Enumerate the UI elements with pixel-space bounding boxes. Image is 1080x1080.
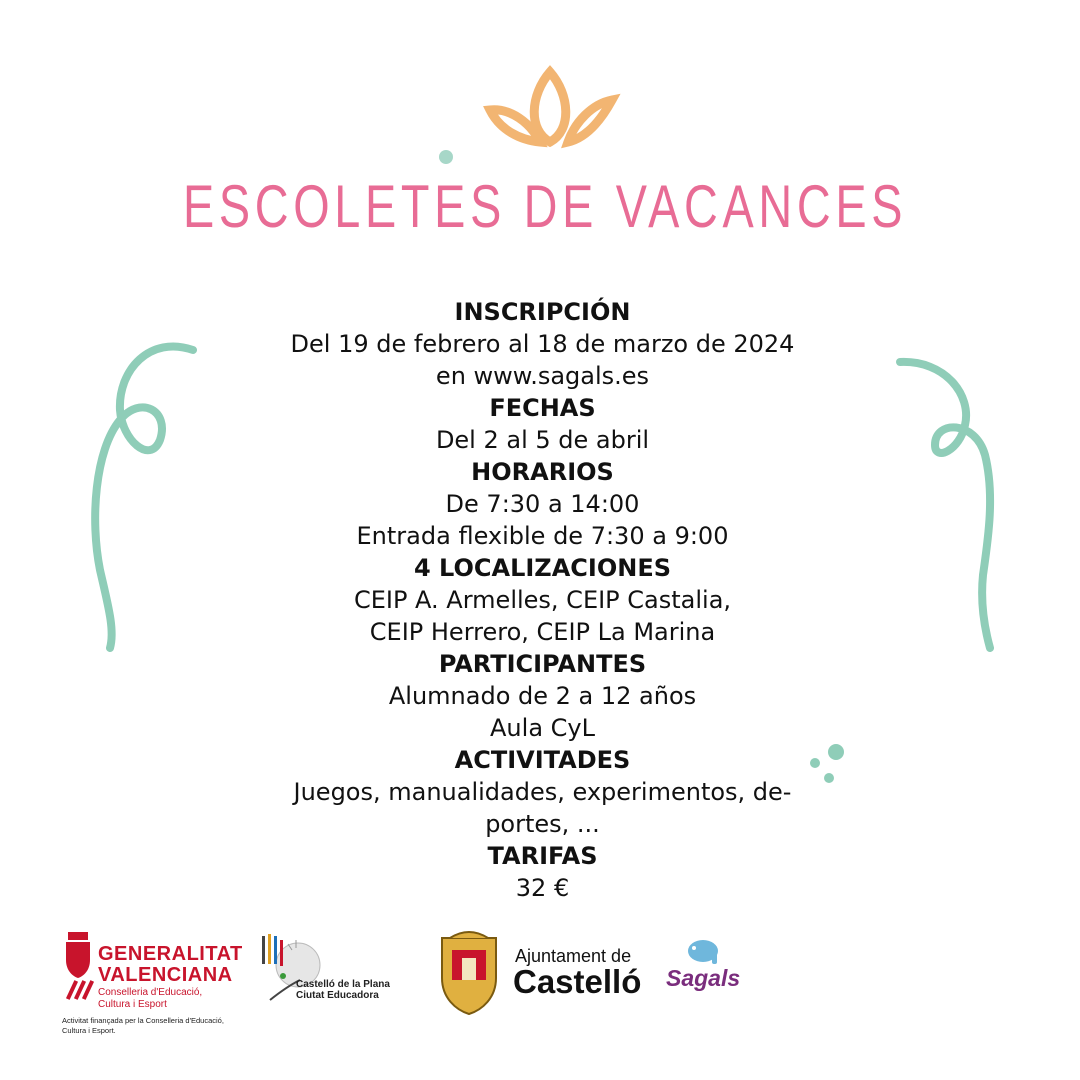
page-title: ESCOLETES DE VACANCES	[182, 173, 908, 240]
ajuntament-line2: Castelló	[513, 963, 642, 1000]
section-heading: INSCRIPCIÓN	[454, 298, 631, 326]
section-line: Juegos, manualidades, experimentos, de-	[293, 778, 792, 806]
generalitat-emblem-icon	[66, 932, 94, 1000]
generalitat-subtitle: Conselleria d'Educació, Cultura i Esport	[98, 987, 203, 1010]
website-link[interactable]: en www.sagals.es	[435, 362, 650, 390]
section-heading: PARTICIPANTES	[438, 650, 647, 678]
section-line: 32 €	[515, 874, 570, 902]
section-line: Aula CyL	[490, 714, 595, 742]
section-line: Alumnado de 2 a 12 años	[388, 682, 697, 710]
ajuntament-line1: Ajuntament de	[515, 946, 632, 966]
section-line: Entrada flexible de 7:30 a 9:00	[356, 522, 729, 550]
ajuntament-shield-icon	[442, 932, 496, 1014]
section-heading: 4 LOCALIZACIONES	[414, 554, 671, 582]
funding-note: Activitat finançada per la Conselleria d'Educació, Cultura i Esport.	[62, 1016, 224, 1035]
generalitat-name: GENERALITAT VALENCIANA	[98, 943, 243, 986]
section-line: portes, ...	[485, 810, 600, 838]
section-line: CEIP A. Armelles, CEIP Castalia,	[353, 586, 732, 614]
section-heading: FECHAS	[489, 394, 596, 422]
section-heading: ACTIVITADES	[454, 746, 631, 774]
section-line: De 7:30 a 14:00	[445, 490, 640, 518]
section-heading: HORARIOS	[471, 458, 614, 486]
section-line: Del 2 al 5 de abril	[435, 426, 650, 454]
sagals-elephant-icon	[688, 940, 718, 964]
section-heading: TARIFAS	[487, 842, 598, 870]
section-line: Del 19 de febrero al 18 de marzo de 2024	[290, 330, 795, 358]
ciutat-educadora-text: Castelló de la Plana Ciutat Educadora	[296, 979, 390, 1001]
section-line: CEIP Herrero, CEIP La Marina	[369, 618, 716, 646]
sagals-logo: Sagals	[666, 965, 741, 991]
